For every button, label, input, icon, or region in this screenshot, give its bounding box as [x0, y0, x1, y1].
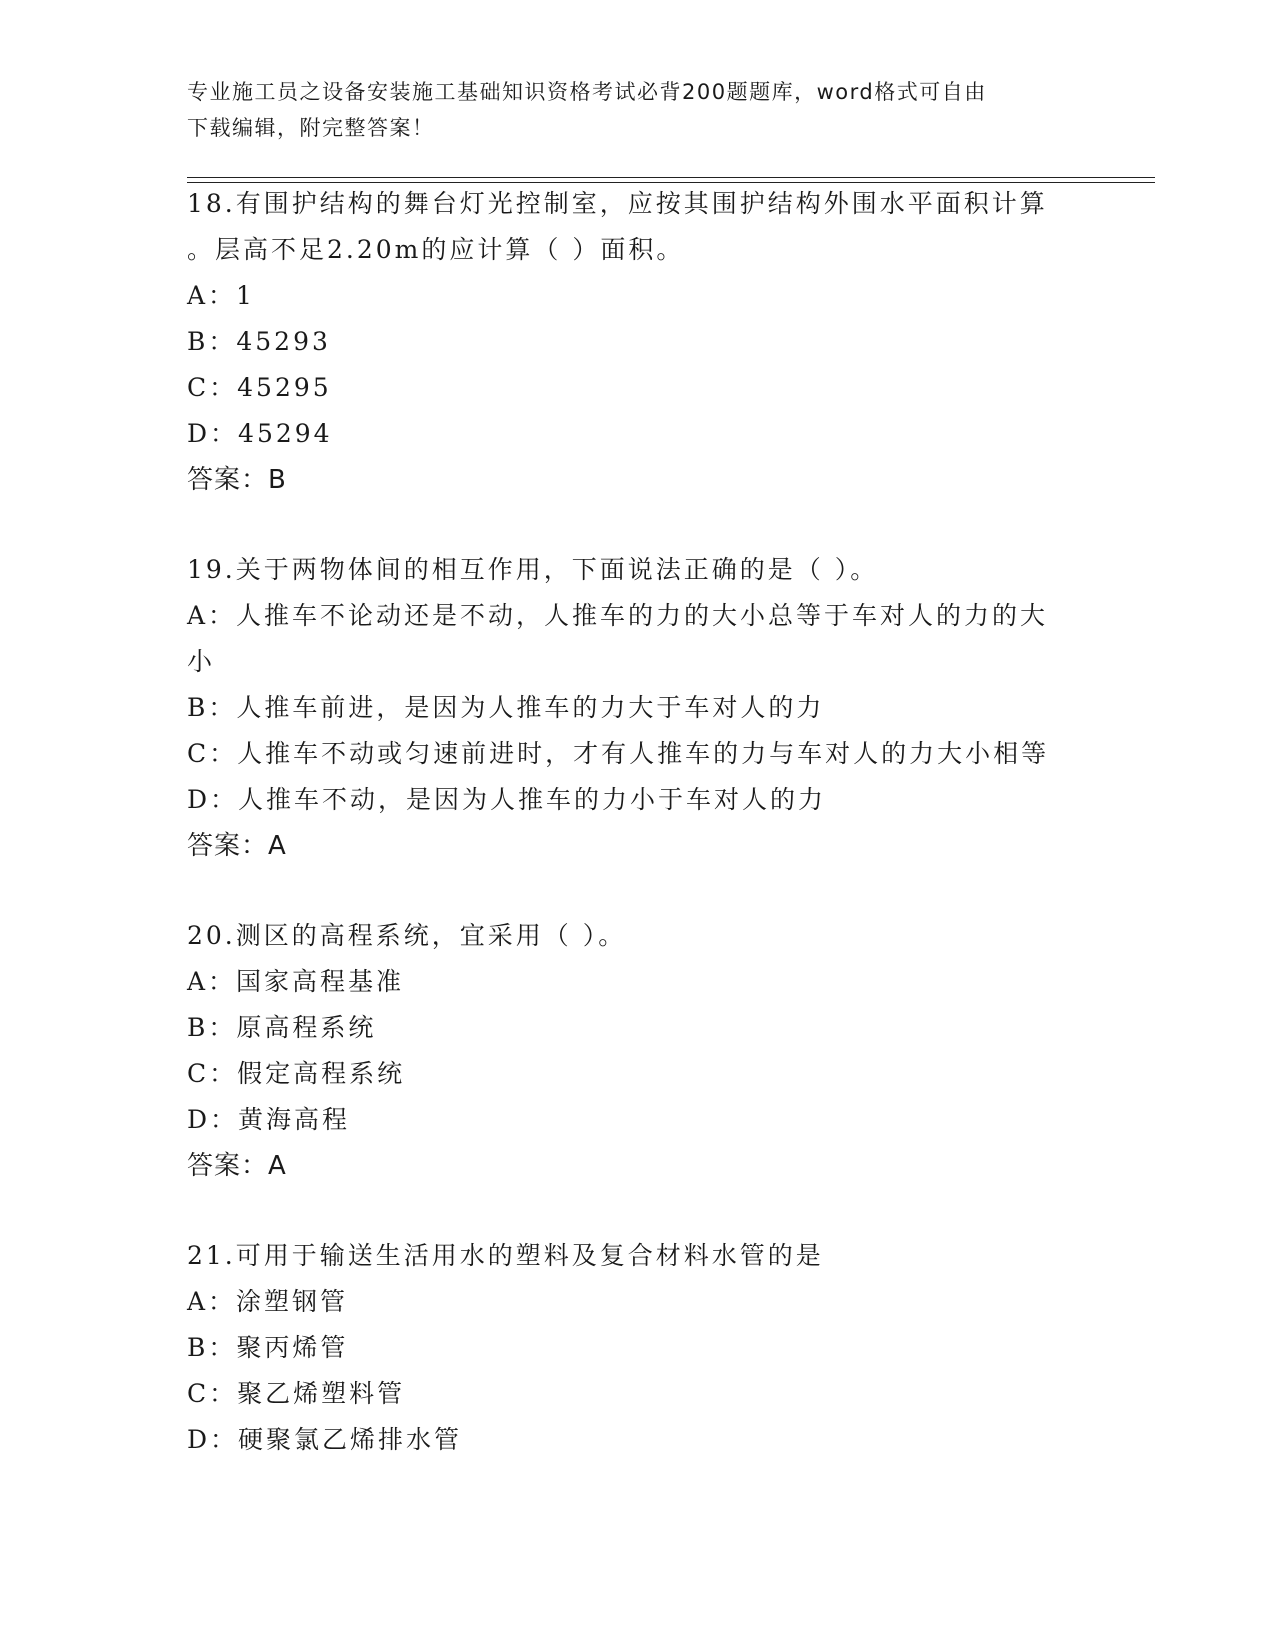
question-20: [187, 913, 1087, 1189]
option-b: B：原高程系统: [187, 1013, 377, 1042]
option-c: C：人推车不动或匀速前进时，才有人推车的力与车对人的力大小相等: [187, 739, 1050, 768]
question-stem: 19.关于两物体间的相互作用，下面说法正确的是（ ）。: [187, 555, 879, 584]
header-line-2: 下载编辑，附完整答案！: [187, 116, 435, 140]
option-a-continued: 小: [187, 647, 216, 676]
question-stem: 18.有围护结构的舞台灯光控制室，应按其围护结构外围水平面积计算: [187, 189, 1048, 218]
answer: 答案：B: [187, 465, 287, 495]
option-b: B：聚丙烯管: [187, 1333, 349, 1362]
option-d: D：黄海高程: [187, 1105, 351, 1134]
question-stem-continued: 。层高不足2.20m的应计算（ ）面积。: [187, 235, 685, 264]
question-18: [187, 181, 1087, 503]
option-a: A：1: [187, 281, 255, 310]
header-divider-top: [187, 177, 1155, 178]
option-b: B：45293: [187, 327, 331, 356]
question-stem: 20.测区的高程系统，宜采用（ ）。: [187, 921, 627, 950]
option-a: A：人推车不论动还是不动，人推车的力的大小总等于车对人的力的大: [187, 601, 1049, 630]
option-a: A：涂塑钢管: [187, 1287, 349, 1316]
header-line-1: 专业施工员之设备安装施工基础知识资格考试必背200题题库，word格式可自由: [187, 80, 987, 104]
answer: 答案：A: [187, 831, 287, 861]
question-stem: 21.可用于输送生活用水的塑料及复合材料水管的是: [187, 1241, 824, 1270]
document-header: [187, 74, 1087, 146]
option-d: D：人推车不动，是因为人推车的力小于车对人的力: [187, 785, 827, 814]
option-d: D：硬聚氯乙烯排水管: [187, 1425, 463, 1454]
option-a: A：国家高程基准: [187, 967, 405, 996]
option-c: C：45295: [187, 373, 332, 402]
option-d: D：45294: [187, 419, 333, 448]
option-c: C：聚乙烯塑料管: [187, 1379, 406, 1408]
option-c: C：假定高程系统: [187, 1059, 406, 1088]
option-b: B：人推车前进，是因为人推车的力大于车对人的力: [187, 693, 825, 722]
answer: 答案：A: [187, 1151, 287, 1181]
question-21: [187, 1233, 1087, 1463]
question-19: [187, 547, 1087, 869]
